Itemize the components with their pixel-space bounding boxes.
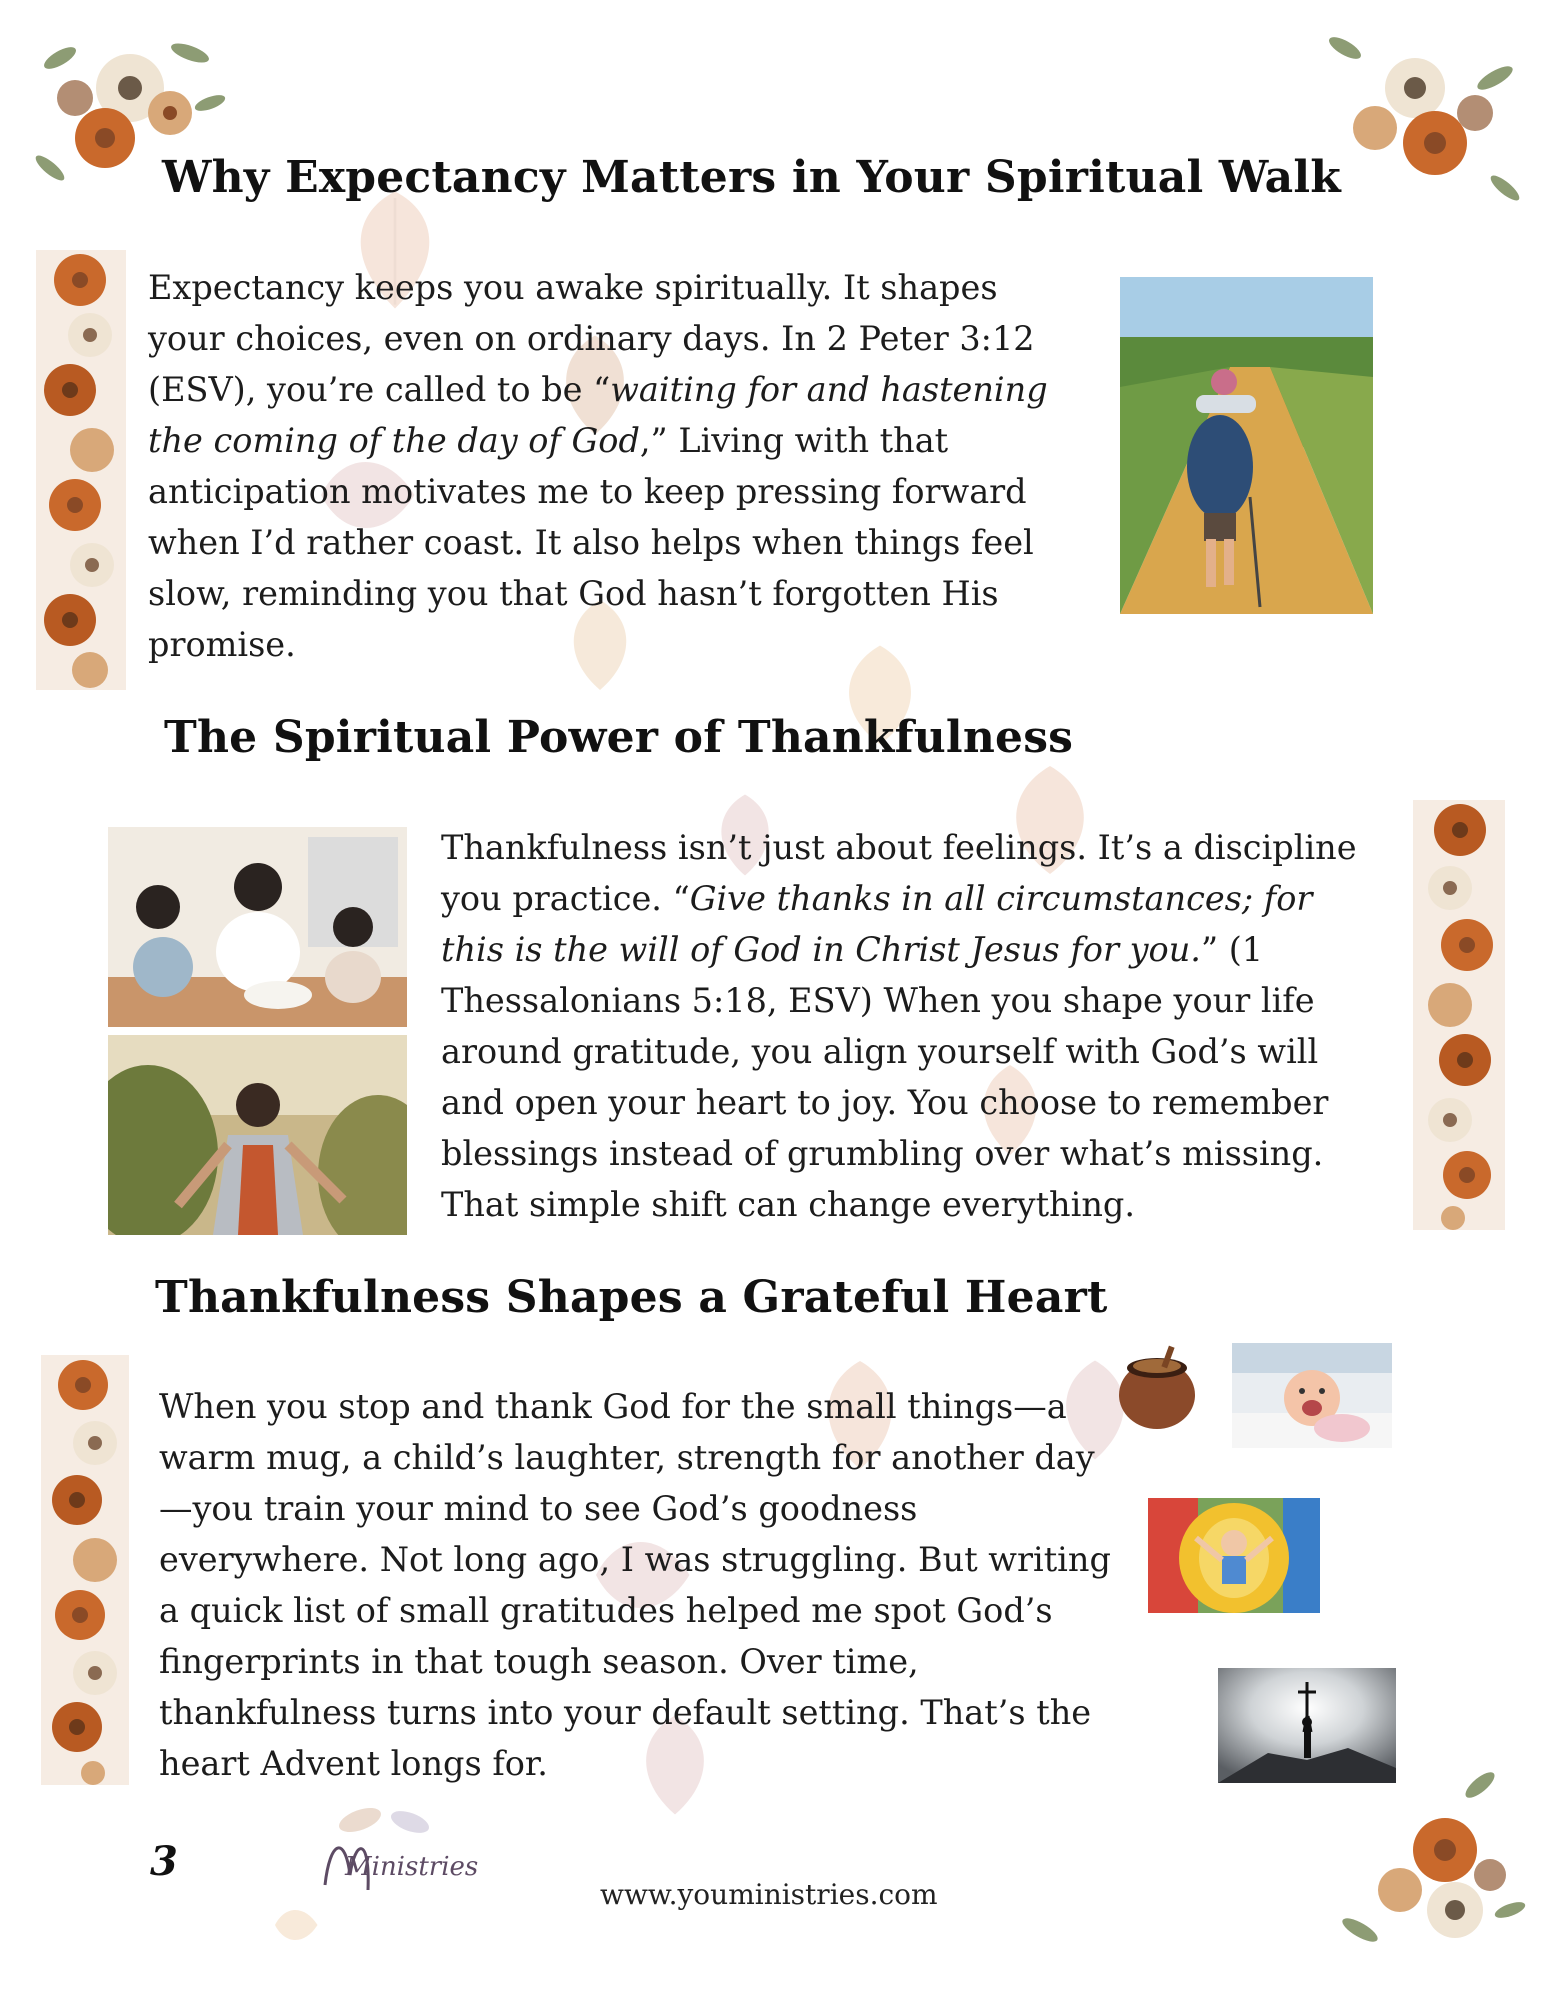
paragraph-text: ” (1 Thessalonians 5:18, ESV) When you shape your life around gratitude, you align yourself with God’s will and open your heart to joy. You choose to remember blessings instead of grumbling over what’s missing. That simple shift can change everything. bbox=[441, 930, 1329, 1224]
child-on-slide-photo bbox=[1148, 1498, 1320, 1613]
hiker-photo bbox=[1120, 277, 1373, 614]
website-url[interactable]: www.youministries.com bbox=[600, 1878, 938, 1911]
section-paragraph bbox=[148, 262, 1078, 670]
floral-border-left-3 bbox=[35, 1355, 135, 1785]
floral-corner-bottom-right bbox=[1330, 1760, 1530, 1970]
scripture-quote: Give thanks in all circumstances; for this is the will of God in Christ Jesus for you. bbox=[441, 879, 1313, 969]
section-paragraph: When you stop and thank God for the small things—a warm mug, a child’s laughter, strength for another day—you train your mind to see God’s goodness everywhere. Not long ago, I was struggling. But writing a quick list of small gratitudes helped me spot God’s fingerprints in that tough season. Over time, thankfulness turns into your default setting. That’s the heart Advent longs for. bbox=[159, 1387, 1111, 1783]
logo-text: Ministries bbox=[345, 1852, 479, 1882]
section-paragraph bbox=[441, 822, 1381, 1230]
ministry-logo bbox=[290, 1800, 480, 1910]
woman-open-arms-photo bbox=[108, 1035, 407, 1235]
page-number: 3 bbox=[150, 1838, 178, 1885]
paragraph-text: Thankfulness isn’t just about feelings. It’s a discipline you practice. “ bbox=[441, 828, 1357, 918]
laughing-baby-photo bbox=[1232, 1343, 1392, 1448]
cross-silhouette-photo bbox=[1218, 1668, 1396, 1783]
scripture-quote: waiting for and hastening the coming of the day of God bbox=[148, 370, 1048, 460]
family-praying-photo bbox=[108, 827, 407, 1027]
floral-border-left-1 bbox=[30, 250, 135, 690]
paragraph-text: Expectancy keeps you awake spiritually. It shapes your choices, even on ordinary days. In 2 Peter 3:12 (ESV), you’re called to be “ bbox=[148, 268, 1035, 409]
floral-border-right-2 bbox=[1405, 800, 1515, 1230]
section-heading: The Spiritual Power of Thankfulness bbox=[164, 712, 1074, 763]
paragraph-text: ,” Living with that anticipation motivates me to keep pressing forward when I’d rather coast. It also helps when things feel slow, reminding you that God hasn’t forgotten His promise. bbox=[148, 421, 1034, 664]
section-heading: Why Expectancy Matters in Your Spiritual Walk bbox=[162, 152, 1341, 203]
section-heading: Thankfulness Shapes a Grateful Heart bbox=[155, 1272, 1108, 1323]
clay-mug-photo bbox=[1115, 1340, 1200, 1432]
